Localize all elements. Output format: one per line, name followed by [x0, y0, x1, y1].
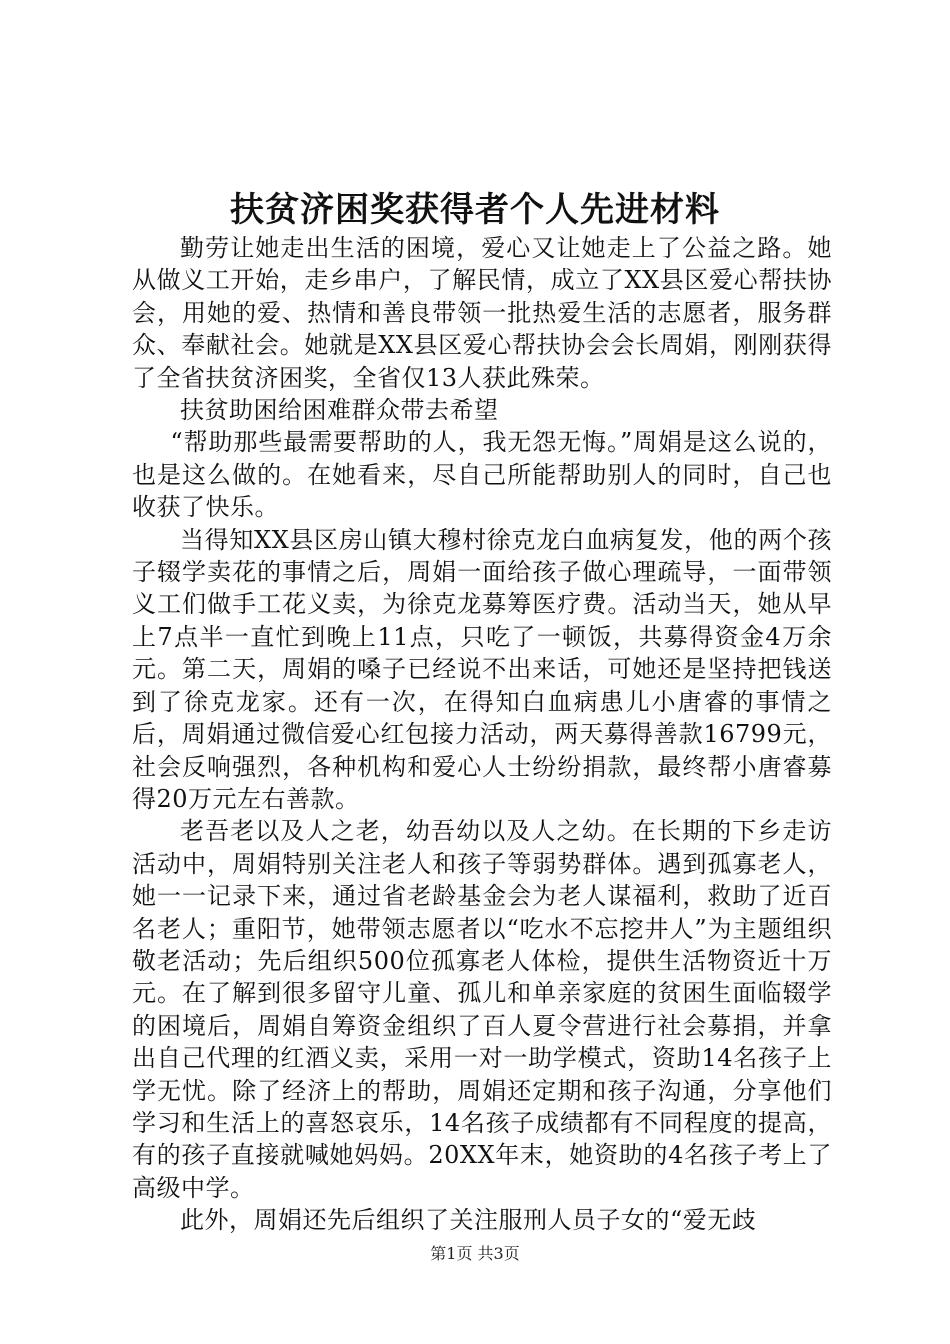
paragraph-xu-kelong: 当得知XX县区房山镇大穆村徐克龙白血病复发，他的两个孩子辍学卖花的事情之后，周娟一面给孩子做心理疏导，一面带领义工们做手工花义卖，为徐克龙募筹医疗费。活动当天，她从早上7点半一直忙到晚上11点，只吃了一顿饭，共募得资金4万余元。第二天，周娟的嗓子已经说不出来话，可她还是坚持把钱送到了徐克龙家。还有一次，在得知白血病患儿小唐睿的事情之后，周娟通过微信爱心红包接力活动，两天募得善款16799元，社会反响强烈，各种机构和爱心人士纷纷捐款，最终帮小唐睿募得20万元左右善款。 [132, 525, 832, 813]
paragraph-quote: “帮助那些最需要帮助的人，我无怨无悔。”周娟是这么说的，也是这么做的。在她看来，尽自己所能帮助别人的同时，自己也收获了快乐。 [132, 428, 832, 522]
paragraph-elderly-children: 老吾老以及人之老，幼吾幼以及人之幼。在长期的下乡走访活动中，周娟特别关注老人和孩子等弱势群体。遇到孤寡老人，她一一记录下来，通过省老龄基金会为老人谋福利，救助了近百名老人；重阳节，她带领志愿者以“吃水不忘挖井人”为主题组织敬老活动；先后组织500位孤寡老人体检，提供生活物资近十万元。在了解到很多留守儿童、孤儿和单亲家庭的贫困生面临辍学的困境后，周娟自筹资金组织了百人夏令营进行社会募捐，并拿出自己代理的红酒义卖，采用一对一助学模式，资助14名孩子上学无忧。除了经济上的帮助，周娟还定期和孩子沟通，分享他们学习和生活上的喜怒哀乐，14名孩子成绩都有不同程度的提高，有的孩子直接就喊她妈妈。20XX年末，她资助的4名孩子考上了高级中学。 [132, 817, 832, 1202]
paragraph-intro: 勤劳让她走出生活的困境，爱心又让她走上了公益之路。她从做义工开始，走乡串户，了解民情，成立了XX县区爱心帮扶协会，用她的爱、热情和善良带领一批热爱生活的志愿者，服务群众、奉献社会。她就是XX县区爱心帮扶协会会长周娟，刚刚获得了全省扶贫济困奖，全省仅13人获此殊荣。 [132, 234, 832, 392]
page-footer: 第1页 共3页 [430, 1244, 520, 1263]
paragraph-subheading: 扶贫助困给困难群众带去希望 [180, 396, 499, 425]
document-title: 扶贫济困奖获得者个人先进材料 [230, 190, 720, 230]
paragraph-additional: 此外，周娟还先后组织了关注服刑人员子女的“爱无歧 [180, 1206, 757, 1235]
document-body [132, 232, 832, 1237]
